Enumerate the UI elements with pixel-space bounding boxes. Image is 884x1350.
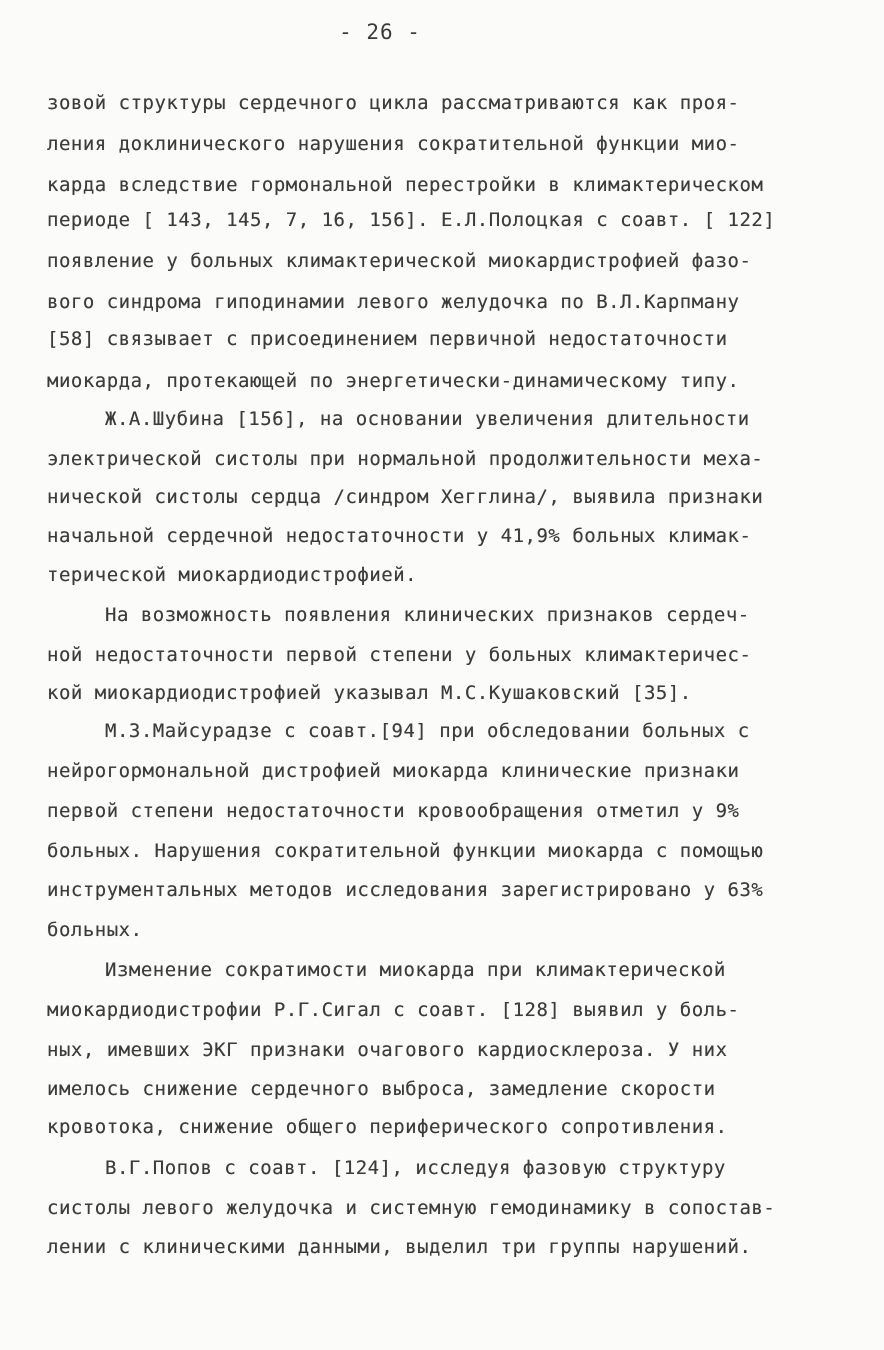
- text-line: нейрогормональной дистрофией миокарда клинические признаки: [47, 760, 740, 782]
- text-line: М.З.Майсурадзе с соавт.[94] при обследовании больных с: [105, 720, 750, 742]
- text-line: появление у больных климактерической миокардистрофией фазо-: [47, 250, 752, 272]
- text-line: больных. Нарушения сократительной функции миокарда с помощью: [47, 840, 764, 862]
- text-line: первой степени недостаточности кровообращения отметил у 9%: [47, 800, 740, 822]
- text-line: начальной сердечной недостаточности у 41,9% больных климак-: [47, 525, 752, 547]
- text-line: миокардиодистрофии Р.Г.Сигал с соавт. [128] выявил у боль-: [47, 999, 740, 1021]
- text-line: электрической систолы при нормальной продолжительности меха-: [47, 448, 764, 470]
- text-line: кой миокардиодистрофией указывал М.С.Кушаковский [35].: [47, 682, 692, 704]
- text-line: Ж.А.Шубина [156], на основании увеличения длительности: [105, 408, 750, 430]
- text-line: периоде [ 143, 145, 7, 16, 156]. Е.Л.Полоцкая с соавт. [ 122]: [47, 209, 776, 231]
- text-line: имелось снижение сердечного выброса, замедление скорости: [47, 1078, 716, 1100]
- text-line: миокарда, протекающей по энергетически-динамическому типу.: [47, 370, 740, 392]
- text-line: систолы левого желудочка и системную гемодинамику в сопостав-: [47, 1197, 776, 1219]
- text-line: терической миокардиодистрофией.: [47, 564, 418, 586]
- text-line: ной недостаточности первой степени у больных климактеричес-: [47, 644, 752, 666]
- text-line: Изменение сократимости миокарда при климактерической: [105, 959, 726, 981]
- text-line: ных, имевших ЭКГ признаки очагового кардиосклероза. У них: [47, 1039, 728, 1061]
- text-line: кровотока, снижение общего периферического сопротивления.: [47, 1116, 728, 1138]
- text-line: В.Г.Попов с соавт. [124], исследуя фазовую структуру: [105, 1157, 726, 1179]
- page-number: - 26 -: [339, 20, 421, 44]
- text-line: лении с клиническими данными, выделил три группы нарушений.: [47, 1236, 752, 1258]
- text-line: вого синдрома гиподинамии левого желудочка по В.Л.Карпману: [47, 291, 740, 313]
- text-line: инструментальных методов исследования зарегистрировано у 63%: [47, 879, 764, 901]
- text-line: больных.: [47, 919, 143, 941]
- text-line: [58] связывает с присоединением первичной недостаточности: [47, 328, 728, 350]
- text-line: карда вследствие гормональной перестройки в климактерическом: [47, 174, 764, 196]
- text-line: ления доклинического нарушения сократительной функции мио-: [47, 133, 740, 155]
- text-line: нической систолы сердца /синдром Хегглина/, выявила признаки: [47, 486, 764, 508]
- text-line: На возможность появления клинических признаков сердеч-: [105, 604, 750, 626]
- text-line: зовой структуры сердечного цикла рассматриваются как проя-: [47, 92, 740, 114]
